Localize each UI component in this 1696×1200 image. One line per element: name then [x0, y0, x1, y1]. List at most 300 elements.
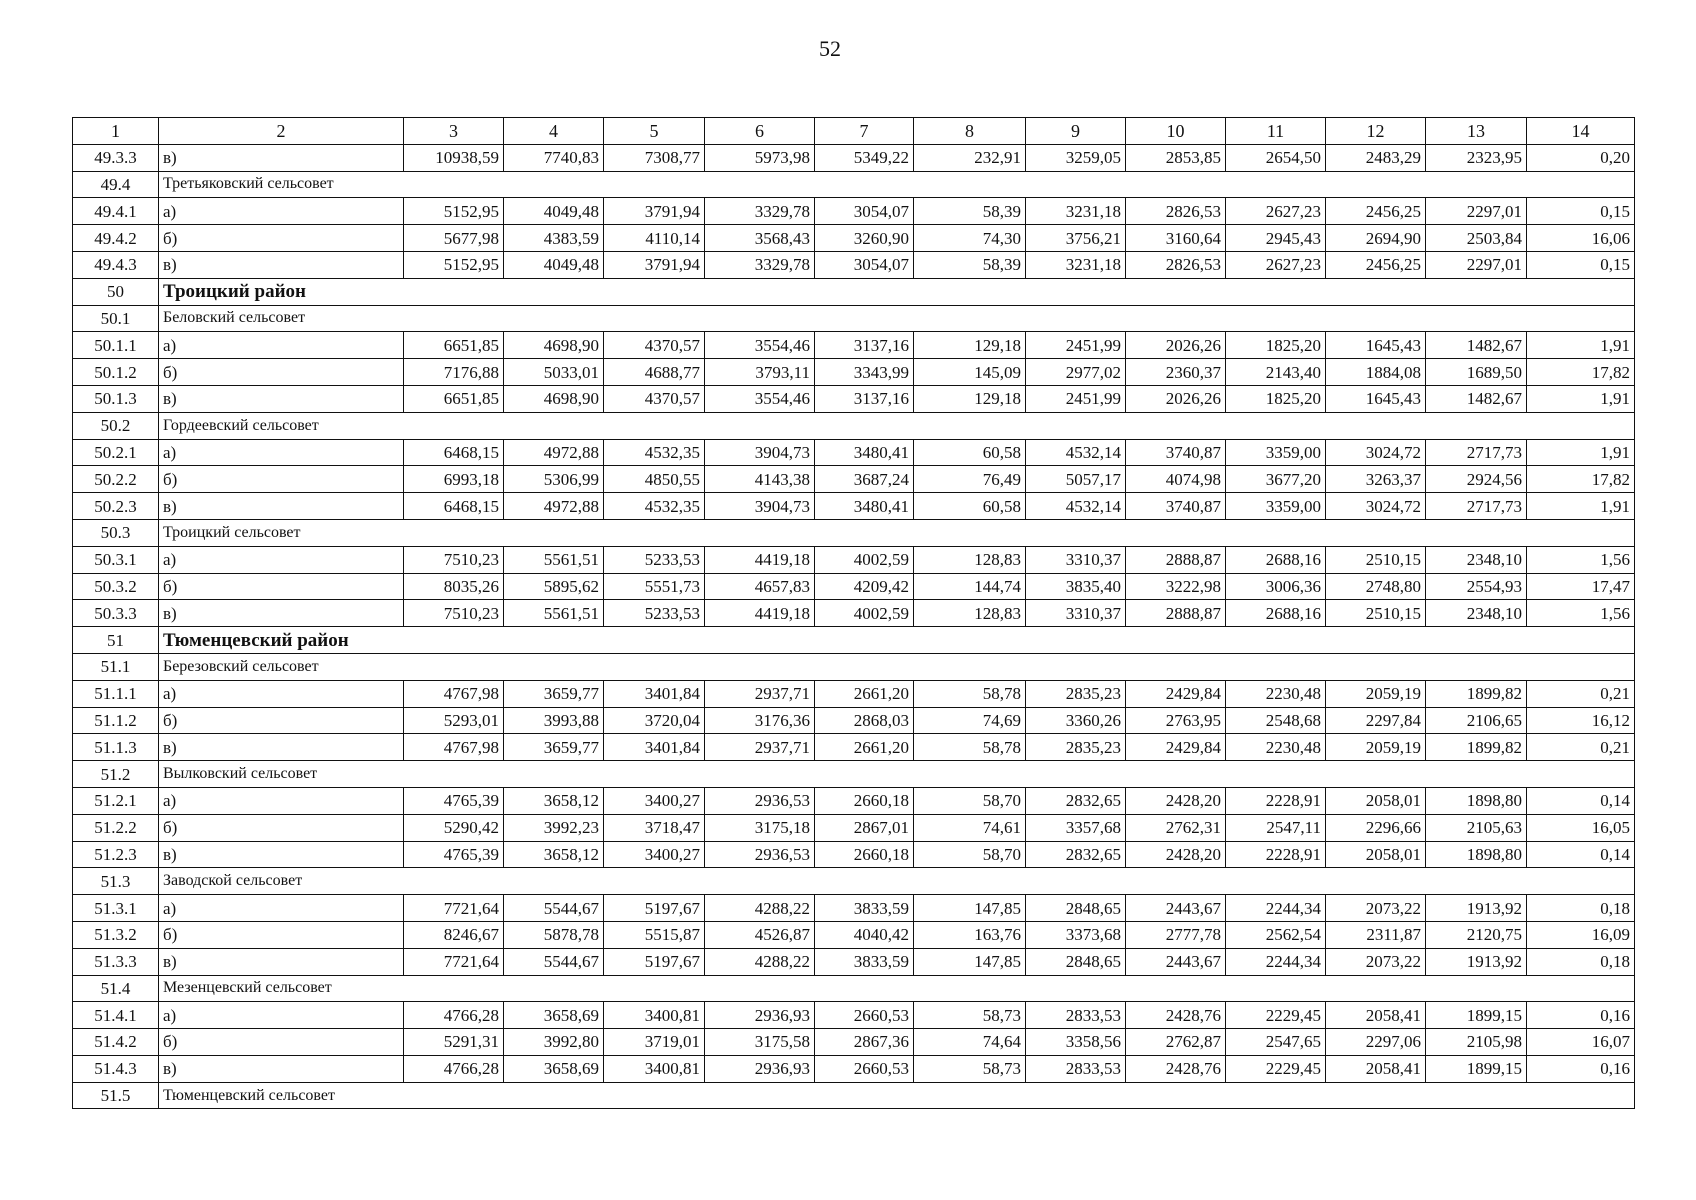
- value-cell: 3137,16: [815, 385, 914, 412]
- value-cell: 2936,53: [705, 787, 815, 814]
- value-cell: 2835,23: [1026, 734, 1126, 761]
- section-row: [73, 653, 1635, 680]
- value-cell: 2510,15: [1326, 546, 1426, 573]
- value-cell: 1,56: [1527, 600, 1635, 627]
- row-code: 51.3.2: [73, 921, 159, 948]
- row-variant: в): [159, 600, 404, 627]
- row-variant: б): [159, 466, 404, 493]
- table-row: [73, 359, 1635, 386]
- value-cell: 0,21: [1527, 734, 1635, 761]
- value-cell: 2694,90: [1326, 225, 1426, 252]
- value-cell: 3833,59: [815, 895, 914, 922]
- row-code: 49.4.2: [73, 225, 159, 252]
- section-name: Третьяковский сельсовет: [159, 171, 1635, 198]
- value-cell: 5197,67: [604, 948, 705, 975]
- row-code: 51.1.3: [73, 734, 159, 761]
- table-row: [73, 814, 1635, 841]
- row-code: 50.3.2: [73, 573, 159, 600]
- row-variant: а): [159, 680, 404, 707]
- value-cell: 3659,77: [504, 680, 604, 707]
- row-code: 50: [73, 278, 159, 305]
- value-cell: 3677,20: [1226, 466, 1326, 493]
- value-cell: 5057,17: [1026, 466, 1126, 493]
- row-code: 50.1: [73, 305, 159, 332]
- value-cell: 3360,26: [1026, 707, 1126, 734]
- value-cell: 2833,53: [1026, 1055, 1126, 1082]
- value-cell: 2945,43: [1226, 225, 1326, 252]
- table-row: [73, 385, 1635, 412]
- value-cell: 3659,77: [504, 734, 604, 761]
- value-cell: 3993,88: [504, 707, 604, 734]
- value-cell: 7510,23: [404, 600, 504, 627]
- column-header: 10: [1126, 118, 1226, 145]
- value-cell: 60,58: [914, 439, 1026, 466]
- section-name: Березовский сельсовет: [159, 653, 1635, 680]
- value-cell: 2936,93: [705, 1055, 815, 1082]
- value-cell: 3263,37: [1326, 466, 1426, 493]
- value-cell: 1899,82: [1426, 734, 1527, 761]
- value-cell: 5033,01: [504, 359, 604, 386]
- district-row: [73, 278, 1635, 305]
- value-cell: 5233,53: [604, 546, 705, 573]
- value-cell: 2428,20: [1126, 787, 1226, 814]
- value-cell: 4049,48: [504, 198, 604, 225]
- value-cell: 5551,73: [604, 573, 705, 600]
- row-variant: б): [159, 359, 404, 386]
- row-variant: а): [159, 787, 404, 814]
- row-code: 50.3.3: [73, 600, 159, 627]
- value-cell: 5152,95: [404, 198, 504, 225]
- table-row: [73, 1002, 1635, 1029]
- value-cell: 4049,48: [504, 251, 604, 278]
- value-cell: 2428,20: [1126, 841, 1226, 868]
- value-cell: 1,91: [1527, 385, 1635, 412]
- value-cell: 2717,73: [1426, 439, 1527, 466]
- value-cell: 1,91: [1527, 493, 1635, 520]
- row-variant: а): [159, 198, 404, 225]
- value-cell: 128,83: [914, 600, 1026, 627]
- table-row: [73, 707, 1635, 734]
- value-cell: 2660,18: [815, 841, 914, 868]
- value-cell: 58,39: [914, 198, 1026, 225]
- value-cell: 3329,78: [705, 198, 815, 225]
- value-cell: 2510,15: [1326, 600, 1426, 627]
- value-cell: 1,56: [1527, 546, 1635, 573]
- value-cell: 5515,87: [604, 921, 705, 948]
- section-row: [73, 975, 1635, 1002]
- value-cell: 4698,90: [504, 332, 604, 359]
- value-cell: 2661,20: [815, 680, 914, 707]
- value-cell: 2073,22: [1326, 895, 1426, 922]
- value-cell: 2428,76: [1126, 1055, 1226, 1082]
- table-body: [73, 118, 1635, 1109]
- value-cell: 3400,27: [604, 787, 705, 814]
- row-code: 50.2.1: [73, 439, 159, 466]
- value-cell: 58,70: [914, 841, 1026, 868]
- value-cell: 4143,38: [705, 466, 815, 493]
- value-cell: 4532,35: [604, 493, 705, 520]
- value-cell: 2105,98: [1426, 1029, 1527, 1056]
- value-cell: 58,70: [914, 787, 1026, 814]
- value-cell: 1899,15: [1426, 1002, 1527, 1029]
- value-cell: 1,91: [1527, 439, 1635, 466]
- value-cell: 17,47: [1527, 573, 1635, 600]
- value-cell: 3054,07: [815, 198, 914, 225]
- row-code: 51.1.2: [73, 707, 159, 734]
- value-cell: 1898,80: [1426, 841, 1527, 868]
- value-cell: 3310,37: [1026, 546, 1126, 573]
- value-cell: 2230,48: [1226, 680, 1326, 707]
- value-cell: 3658,12: [504, 841, 604, 868]
- value-cell: 2826,53: [1126, 198, 1226, 225]
- value-cell: 3480,41: [815, 439, 914, 466]
- value-cell: 2059,19: [1326, 680, 1426, 707]
- table-row: [73, 680, 1635, 707]
- row-code: 51.1.1: [73, 680, 159, 707]
- row-variant: б): [159, 225, 404, 252]
- value-cell: 76,49: [914, 466, 1026, 493]
- value-cell: 129,18: [914, 332, 1026, 359]
- value-cell: 1898,80: [1426, 787, 1527, 814]
- value-cell: 2229,45: [1226, 1002, 1326, 1029]
- value-cell: 2762,87: [1126, 1029, 1226, 1056]
- value-cell: 3658,69: [504, 1055, 604, 1082]
- value-cell: 147,85: [914, 895, 1026, 922]
- column-header: 2: [159, 118, 404, 145]
- value-cell: 5878,78: [504, 921, 604, 948]
- value-cell: 0,21: [1527, 680, 1635, 707]
- value-cell: 2058,41: [1326, 1055, 1426, 1082]
- row-code: 51.1: [73, 653, 159, 680]
- value-cell: 3359,00: [1226, 493, 1326, 520]
- section-name: Гордеевский сельсовет: [159, 412, 1635, 439]
- value-cell: 3740,87: [1126, 493, 1226, 520]
- value-cell: 0,18: [1527, 895, 1635, 922]
- value-cell: 3554,46: [705, 332, 815, 359]
- value-cell: 4370,57: [604, 385, 705, 412]
- value-cell: 1,91: [1527, 332, 1635, 359]
- value-cell: 4040,42: [815, 921, 914, 948]
- value-cell: 2026,26: [1126, 385, 1226, 412]
- value-cell: 0,20: [1527, 144, 1635, 171]
- value-cell: 2654,50: [1226, 144, 1326, 171]
- section-name: Тюменцевский сельсовет: [159, 1082, 1635, 1109]
- value-cell: 7308,77: [604, 144, 705, 171]
- row-variant: в): [159, 251, 404, 278]
- value-cell: 2058,01: [1326, 787, 1426, 814]
- value-cell: 2547,11: [1226, 814, 1326, 841]
- value-cell: 2833,53: [1026, 1002, 1126, 1029]
- value-cell: 4767,98: [404, 680, 504, 707]
- section-row: [73, 171, 1635, 198]
- value-cell: 1482,67: [1426, 385, 1527, 412]
- value-cell: 3554,46: [705, 385, 815, 412]
- value-cell: 2297,84: [1326, 707, 1426, 734]
- value-cell: 2977,02: [1026, 359, 1126, 386]
- value-cell: 6468,15: [404, 493, 504, 520]
- table-row: [73, 251, 1635, 278]
- value-cell: 3359,00: [1226, 439, 1326, 466]
- value-cell: 2888,87: [1126, 600, 1226, 627]
- table-row: [73, 546, 1635, 573]
- header-row: [73, 118, 1635, 145]
- table-row: [73, 895, 1635, 922]
- row-code: 51.4.3: [73, 1055, 159, 1082]
- value-cell: 5895,62: [504, 573, 604, 600]
- column-header: 14: [1527, 118, 1635, 145]
- row-code: 51.3.1: [73, 895, 159, 922]
- value-cell: 2868,03: [815, 707, 914, 734]
- table-row: [73, 600, 1635, 627]
- value-cell: 2853,85: [1126, 144, 1226, 171]
- value-cell: 2936,53: [705, 841, 815, 868]
- row-variant: а): [159, 546, 404, 573]
- value-cell: 3373,68: [1026, 921, 1126, 948]
- value-cell: 2503,84: [1426, 225, 1527, 252]
- value-cell: 2296,66: [1326, 814, 1426, 841]
- value-cell: 17,82: [1527, 466, 1635, 493]
- column-header: 13: [1426, 118, 1527, 145]
- value-cell: 128,83: [914, 546, 1026, 573]
- value-cell: 129,18: [914, 385, 1026, 412]
- value-cell: 1913,92: [1426, 895, 1527, 922]
- value-cell: 2547,65: [1226, 1029, 1326, 1056]
- row-variant: в): [159, 841, 404, 868]
- value-cell: 5290,42: [404, 814, 504, 841]
- tariff-table: [72, 117, 1635, 1109]
- value-cell: 8246,67: [404, 921, 504, 948]
- value-cell: 3400,81: [604, 1002, 705, 1029]
- value-cell: 0,18: [1527, 948, 1635, 975]
- row-variant: а): [159, 1002, 404, 1029]
- value-cell: 16,05: [1527, 814, 1635, 841]
- row-code: 50.1.3: [73, 385, 159, 412]
- value-cell: 4419,18: [705, 546, 815, 573]
- value-cell: 1482,67: [1426, 332, 1527, 359]
- row-variant: б): [159, 707, 404, 734]
- value-cell: 0,14: [1527, 787, 1635, 814]
- value-cell: 2483,29: [1326, 144, 1426, 171]
- value-cell: 2688,16: [1226, 600, 1326, 627]
- value-cell: 4850,55: [604, 466, 705, 493]
- value-cell: 4532,14: [1026, 439, 1126, 466]
- value-cell: 3024,72: [1326, 493, 1426, 520]
- row-variant: б): [159, 921, 404, 948]
- row-code: 49.4.3: [73, 251, 159, 278]
- row-code: 51.2.3: [73, 841, 159, 868]
- value-cell: 2230,48: [1226, 734, 1326, 761]
- value-cell: 1645,43: [1326, 332, 1426, 359]
- value-cell: 5561,51: [504, 600, 604, 627]
- value-cell: 8035,26: [404, 573, 504, 600]
- section-row: [73, 519, 1635, 546]
- row-code: 50.3: [73, 519, 159, 546]
- value-cell: 2073,22: [1326, 948, 1426, 975]
- row-code: 50.3.1: [73, 546, 159, 573]
- table-row: [73, 734, 1635, 761]
- value-cell: 2228,91: [1226, 841, 1326, 868]
- value-cell: 3137,16: [815, 332, 914, 359]
- value-cell: 2456,25: [1326, 198, 1426, 225]
- value-cell: 3259,05: [1026, 144, 1126, 171]
- value-cell: 4288,22: [705, 948, 815, 975]
- value-cell: 4209,42: [815, 573, 914, 600]
- value-cell: 2026,26: [1126, 332, 1226, 359]
- table-row: [73, 921, 1635, 948]
- value-cell: 4766,28: [404, 1002, 504, 1029]
- value-cell: 2867,36: [815, 1029, 914, 1056]
- row-code: 51.2.2: [73, 814, 159, 841]
- value-cell: 2848,65: [1026, 948, 1126, 975]
- value-cell: 74,30: [914, 225, 1026, 252]
- value-cell: 2660,53: [815, 1002, 914, 1029]
- section-row: [73, 305, 1635, 332]
- value-cell: 2429,84: [1126, 680, 1226, 707]
- value-cell: 58,78: [914, 680, 1026, 707]
- value-cell: 2228,91: [1226, 787, 1326, 814]
- value-cell: 4002,59: [815, 600, 914, 627]
- value-cell: 2888,87: [1126, 546, 1226, 573]
- row-variant: в): [159, 948, 404, 975]
- row-code: 51.4: [73, 975, 159, 1002]
- page-number: 52: [819, 36, 841, 61]
- section-row: [73, 868, 1635, 895]
- row-variant: в): [159, 1055, 404, 1082]
- value-cell: 3756,21: [1026, 225, 1126, 252]
- value-cell: 2106,65: [1426, 707, 1527, 734]
- value-cell: 3835,40: [1026, 573, 1126, 600]
- value-cell: 3992,80: [504, 1029, 604, 1056]
- value-cell: 7176,88: [404, 359, 504, 386]
- value-cell: 2297,01: [1426, 251, 1527, 278]
- row-variant: а): [159, 439, 404, 466]
- value-cell: 3719,01: [604, 1029, 705, 1056]
- value-cell: 6651,85: [404, 385, 504, 412]
- value-cell: 4419,18: [705, 600, 815, 627]
- value-cell: 4074,98: [1126, 466, 1226, 493]
- column-header: 8: [914, 118, 1026, 145]
- value-cell: 2451,99: [1026, 332, 1126, 359]
- row-variant: в): [159, 385, 404, 412]
- value-cell: 2661,20: [815, 734, 914, 761]
- value-cell: 0,15: [1527, 198, 1635, 225]
- value-cell: 5306,99: [504, 466, 604, 493]
- value-cell: 2443,67: [1126, 948, 1226, 975]
- value-cell: 2244,34: [1226, 948, 1326, 975]
- value-cell: 2832,65: [1026, 841, 1126, 868]
- value-cell: 74,64: [914, 1029, 1026, 1056]
- table-row: [73, 948, 1635, 975]
- value-cell: 5544,67: [504, 948, 604, 975]
- value-cell: 5291,31: [404, 1029, 504, 1056]
- column-header: 7: [815, 118, 914, 145]
- value-cell: 3793,11: [705, 359, 815, 386]
- value-cell: 2058,01: [1326, 841, 1426, 868]
- section-name: Мезенцевский сельсовет: [159, 975, 1635, 1002]
- value-cell: 2554,93: [1426, 573, 1527, 600]
- column-header: 12: [1326, 118, 1426, 145]
- column-header: 3: [404, 118, 504, 145]
- value-cell: 3231,18: [1026, 251, 1126, 278]
- value-cell: 6651,85: [404, 332, 504, 359]
- value-cell: 3160,64: [1126, 225, 1226, 252]
- table-row: [73, 332, 1635, 359]
- value-cell: 2848,65: [1026, 895, 1126, 922]
- value-cell: 1645,43: [1326, 385, 1426, 412]
- value-cell: 4532,35: [604, 439, 705, 466]
- value-cell: 163,76: [914, 921, 1026, 948]
- value-cell: 5349,22: [815, 144, 914, 171]
- value-cell: 2660,18: [815, 787, 914, 814]
- value-cell: 74,61: [914, 814, 1026, 841]
- value-cell: 4532,14: [1026, 493, 1126, 520]
- value-cell: 17,82: [1527, 359, 1635, 386]
- section-row: [73, 761, 1635, 788]
- value-cell: 3687,24: [815, 466, 914, 493]
- value-cell: 2835,23: [1026, 680, 1126, 707]
- value-cell: 2348,10: [1426, 546, 1527, 573]
- value-cell: 2777,78: [1126, 921, 1226, 948]
- value-cell: 1913,92: [1426, 948, 1527, 975]
- table-row: [73, 144, 1635, 171]
- value-cell: 4765,39: [404, 787, 504, 814]
- value-cell: 4688,77: [604, 359, 705, 386]
- column-header: 4: [504, 118, 604, 145]
- value-cell: 2297,01: [1426, 198, 1527, 225]
- value-cell: 2867,01: [815, 814, 914, 841]
- value-cell: 3791,94: [604, 251, 705, 278]
- section-row: [73, 1082, 1635, 1109]
- value-cell: 2451,99: [1026, 385, 1126, 412]
- row-variant: б): [159, 814, 404, 841]
- row-variant: а): [159, 332, 404, 359]
- value-cell: 3310,37: [1026, 600, 1126, 627]
- value-cell: 4110,14: [604, 225, 705, 252]
- value-cell: 3176,36: [705, 707, 815, 734]
- column-header: 9: [1026, 118, 1126, 145]
- column-header: 6: [705, 118, 815, 145]
- value-cell: 2562,54: [1226, 921, 1326, 948]
- section-name: Вылковский сельсовет: [159, 761, 1635, 788]
- table-row: [73, 466, 1635, 493]
- value-cell: 3006,36: [1226, 573, 1326, 600]
- table-row: [73, 439, 1635, 466]
- value-cell: 5152,95: [404, 251, 504, 278]
- value-cell: 4698,90: [504, 385, 604, 412]
- district-row: [73, 627, 1635, 654]
- table-row: [73, 225, 1635, 252]
- value-cell: 0,16: [1527, 1002, 1635, 1029]
- district-name: Тюменцевский район: [159, 627, 1635, 654]
- row-variant: а): [159, 895, 404, 922]
- section-row: [73, 412, 1635, 439]
- table-row: [73, 493, 1635, 520]
- row-code: 50.2.2: [73, 466, 159, 493]
- district-name: Троицкий район: [159, 278, 1635, 305]
- section-name: Троицкий сельсовет: [159, 519, 1635, 546]
- value-cell: 7740,83: [504, 144, 604, 171]
- value-cell: 3260,90: [815, 225, 914, 252]
- value-cell: 58,73: [914, 1002, 1026, 1029]
- row-code: 49.4.1: [73, 198, 159, 225]
- value-cell: 3992,23: [504, 814, 604, 841]
- value-cell: 74,69: [914, 707, 1026, 734]
- value-cell: 3791,94: [604, 198, 705, 225]
- value-cell: 2429,84: [1126, 734, 1226, 761]
- value-cell: 3357,68: [1026, 814, 1126, 841]
- value-cell: 2323,95: [1426, 144, 1527, 171]
- row-code: 50.1.1: [73, 332, 159, 359]
